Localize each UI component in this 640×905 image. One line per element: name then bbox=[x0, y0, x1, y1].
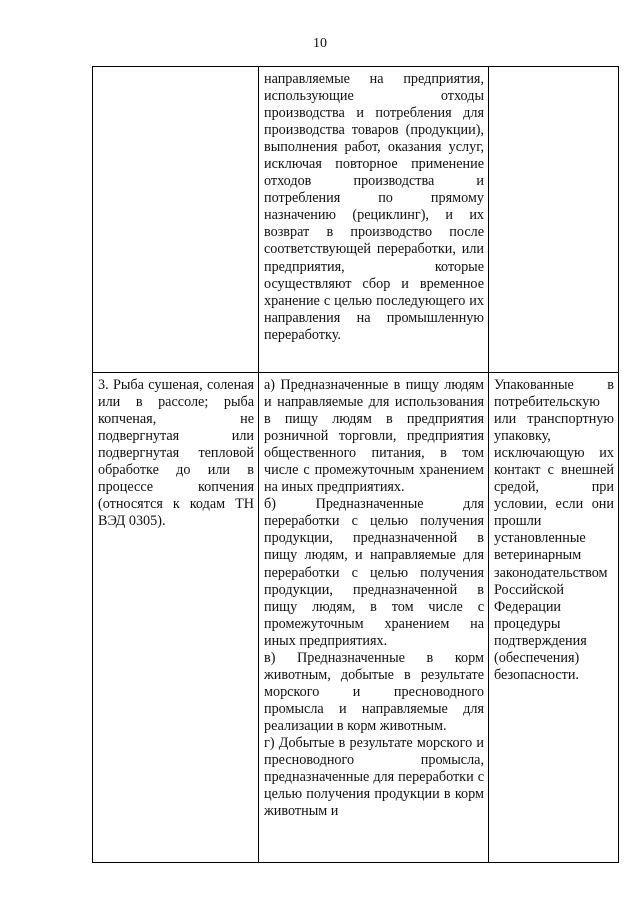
condition-cell: Упакованные в потребительскую или транспортную упаковку, исключающую их контакт с внешней средой, при условии, если они прошли установленные ветеринарным законодательством Российской Федерации процедуры подтверждения (обеспечения) безопасности. bbox=[489, 373, 619, 863]
table-row bbox=[93, 67, 619, 373]
purpose-cell bbox=[259, 373, 489, 863]
purpose-item-c: в) Предназначенные в корм животным, добытые в результате морского и пресноводного промысла и направляемые для реализации в корм животным. bbox=[264, 649, 484, 734]
purpose-cell: направляемые на предприятия, использующие отходы производства и потребления для производства товаров (продукции), выполнения работ, оказания услуг, исключая повторное применение отходов производства и потребления по прямому назначению (рециклинг), и их возврат в производство после соответствующей переработки, или предприятия, которые осуществляют сбор и временное хранение с целью последующего их направления на промышленную переработку. bbox=[259, 67, 489, 373]
table-row bbox=[93, 373, 619, 863]
regulation-table bbox=[92, 66, 619, 863]
condition-cell bbox=[489, 67, 619, 373]
page-number: 10 bbox=[313, 36, 327, 51]
purpose-item-a: а) Предназначенные в пищу людям и направляемые для использования в пищу людям в предприятия розничной торговли, предприятия общественного питания, в том числе с промежуточным хранением на иных предприятиях. bbox=[264, 377, 484, 496]
purpose-item-b: б) Предназначенные для переработки с целью получения продукции, предназначенной в пищу людям, и направляемые для переработки с целью получения продукции, предназначенной в пищу людям, в том числе с промежуточным хранением на иных предприятиях. bbox=[264, 496, 484, 649]
product-cell bbox=[93, 67, 259, 373]
purpose-item-d: г) Добытые в результате морского и пресноводного промысла, предназначенные для переработки с целью получения продукции в корм животным и bbox=[264, 734, 484, 820]
product-cell: 3. Рыба сушеная, соленая или в рассоле; рыба копченая, не подвергнутая или подвергнутая тепловой обработке до или в процессе копчения (относятся к кодам ТН ВЭД 0305). bbox=[93, 373, 259, 863]
